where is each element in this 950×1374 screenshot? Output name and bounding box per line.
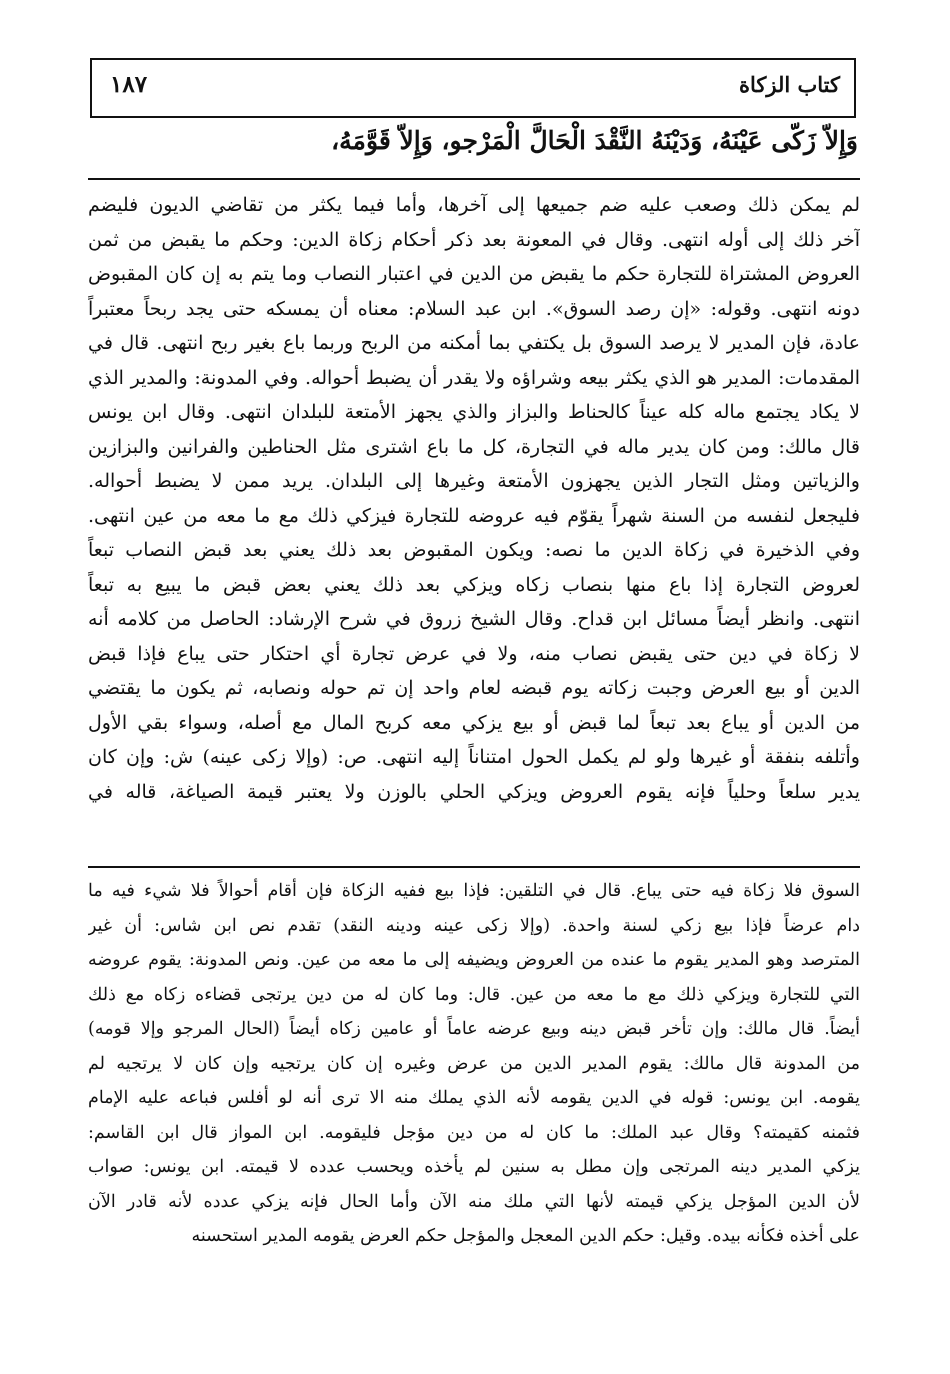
top-divider [88, 178, 860, 180]
commentary-line: لا يكاد يجتمع ماله كله عيناً كالحناط والبزاز والذي يجهز الأمتعة للبلدان انتهى. وقال ابن يونس [88, 401, 860, 423]
commentary-line: آخر ذلك إلى أوله انتهى. وقال في المعونة بعد ذكر أحكام زكاة الدين: وحكم ما يقبض من ثمن [88, 228, 860, 251]
commentary-line: المقدمات: المدير هو الذي يكثر بيعه وشراؤه ولا يقدر أن يضبط أحواله. وفي المدونة: والمدير الذي [88, 366, 860, 389]
footnote-line: من المدونة قال مالك: يقوم المدير الدين من عرض وغيره إن كان يرتجيه وإن كان لا يرتجيه لم [88, 1053, 860, 1074]
footnote-line: يزكي المدير دينه المرتجى وإن مطل به سنين لم يأخذه ويحسب عدده لا قيمته. ابن يونس: صواب [88, 1157, 860, 1177]
footnote-line: دام عرضاً فإذا بيع زكي لسنة واحدة. (وإلا زكى عينه ودينه النقد) تقدم نص ابن شاس: أن غير [88, 915, 860, 936]
commentary-line: وفي الذخيرة في زكاة الدين ما نصه: ويكون المقبوض بعد ذلك يعني بعد قبض النصاب تبعاً [88, 539, 860, 561]
commentary-line: لا زكاة في دين حتى يقبض نصاب منه، ولا في عرض تجارة أي احتكار حتى يباع فإذا قبض [88, 642, 860, 665]
commentary-line: قال مالك: ومن كان يدير ماله في التجارة، كل ما باع اشترى مثل الحناطين والفرانين والبزازين [88, 435, 860, 458]
footnote-divider [88, 866, 860, 868]
footnote-line: فثمنه كقيمته؟ وقال عبد الملك: ما كان له من دين مؤجل فليقومه. ابن المواز قال ابن القاسم: [88, 1122, 860, 1143]
footnote-block [88, 874, 860, 1254]
matn-text: وَإِلاّ زَكّى عَيْنَهُ، وَدَيْنَهُ النَّقْدَ الْحَالَّ الْمَرْجو، وَإِلاّ قَوَّمَهُ، [331, 126, 858, 155]
footnote-line: السوق فلا زكاة فيه حتى يباع. قال في التلقين: فإذا بيع ففيه الزكاة فإن أقام أحوالاً فلا شيء فيه ما [88, 881, 860, 901]
footnote-line: التي للتجارة ويزكي ذلك مع ما معه من عين. قال: وما كان له من دين يرتجى قضاءه زكاه مع ذلك [88, 984, 860, 1005]
footnote-line: يقومه. ابن يونس: قوله في الدين يقومه لأنه الذي يملك منه الا ترى أنه لو أفلس فباعه عليه الإمام [88, 1088, 860, 1108]
commentary-line: يدير سلعاً وحلياً فإنه يقوم العروض ويزكي الحلي بالوزن ولا يعتبر قيمة الصياغة، قاله في [88, 780, 860, 803]
commentary-line: الدين أو بيع العرض وجبت زكاته يوم قبضه لعام واحد إن تم حوله ونصابه، ثم يكون ما يقتضي [88, 677, 860, 699]
footnote-line: على أخذه فكأنه بيده. وقيل: حكم الدين المعجل والمؤجل حكم العرض يقومه المدير استحسنه [191, 1226, 860, 1246]
commentary-line: فليجعل لنفسه من السنة شهراً يقوّم فيه عروضه للتجارة فيزكي ذلك مع ما معه من عين انتهى. [88, 504, 860, 527]
chapter-title: كتاب الزكاة [738, 72, 840, 97]
footnote-line: المترصد وهو المدير يقوم ما عنده من العروض ويضيفه إلى ما معه من عين. ونص المدونة: يقوم عروضه [88, 950, 860, 970]
commentary-line: عادة، فإن المدير لا يرصد السوق بل يكتفي بما أمكنه من الربح وربما باع بغير ربح انتهى. قال في [88, 332, 860, 354]
page-number: ١٨٧ [110, 71, 148, 98]
commentary-line: العروض المشتراة للتجارة حكم ما يقبض من الدين في اعتبار النصاب وما يتم به إن كان المقبوض [88, 263, 860, 285]
commentary-line: وأتلفه بنفقة أو غيرها ولو لم يكمل الحول امتناناً إليه انتهى. ص: (وإلا زكى عينه) ش: وإن كان [88, 746, 860, 768]
footnote-line: لأن الدين المؤجل يزكي قيمته لأنها التي ملك منه الآن وأما الحال فإنه يزكي عدده لأنه قادر الآن [88, 1191, 860, 1212]
commentary-line: دونه انتهى. وقوله: «إن رصد السوق». ابن عبد السلام: معناه أن يمسكه حتى يجد ربحاً معتبراً [88, 297, 860, 320]
page-header [90, 58, 856, 118]
footnote-line: أيضاً. قال مالك: وإن تأخر قبض دينه وبيع عرضه عاماً أو عامين زكاه أيضاً (الحال المرجو وإلا قومه) [88, 1019, 860, 1039]
commentary-line: لعروض التجارة إذا باع منها بنصاب زكاه ويزكي بعد ذلك يعني بعض قبض ما يبيع به تبعاً [88, 573, 860, 596]
commentary-line: من الدين أو يباع بعد تبعاً لما قبض أو بيع يزكي معه كربح المال مع أصله، وسواء بقي الأول [88, 711, 860, 734]
commentary-line: انتهى. وانظر أيضاً مسائل ابن قداح. وقال الشيخ زروق في شرح الإرشاد: الحاصل من كلامه أنه [88, 608, 860, 630]
commentary-block [88, 188, 860, 809]
commentary-line: لم يمكن ذلك وصعب عليه ضم جميعها إلى آخرها، وأما فيما يكثر من تقاضي الديون فليضم [88, 194, 860, 216]
commentary-line: والزياتين ومثل التجار الذين يجهزون الأمتعة وغيرها إلى البلدان. يريد ممن لا يضبط أحواله. [88, 470, 860, 492]
